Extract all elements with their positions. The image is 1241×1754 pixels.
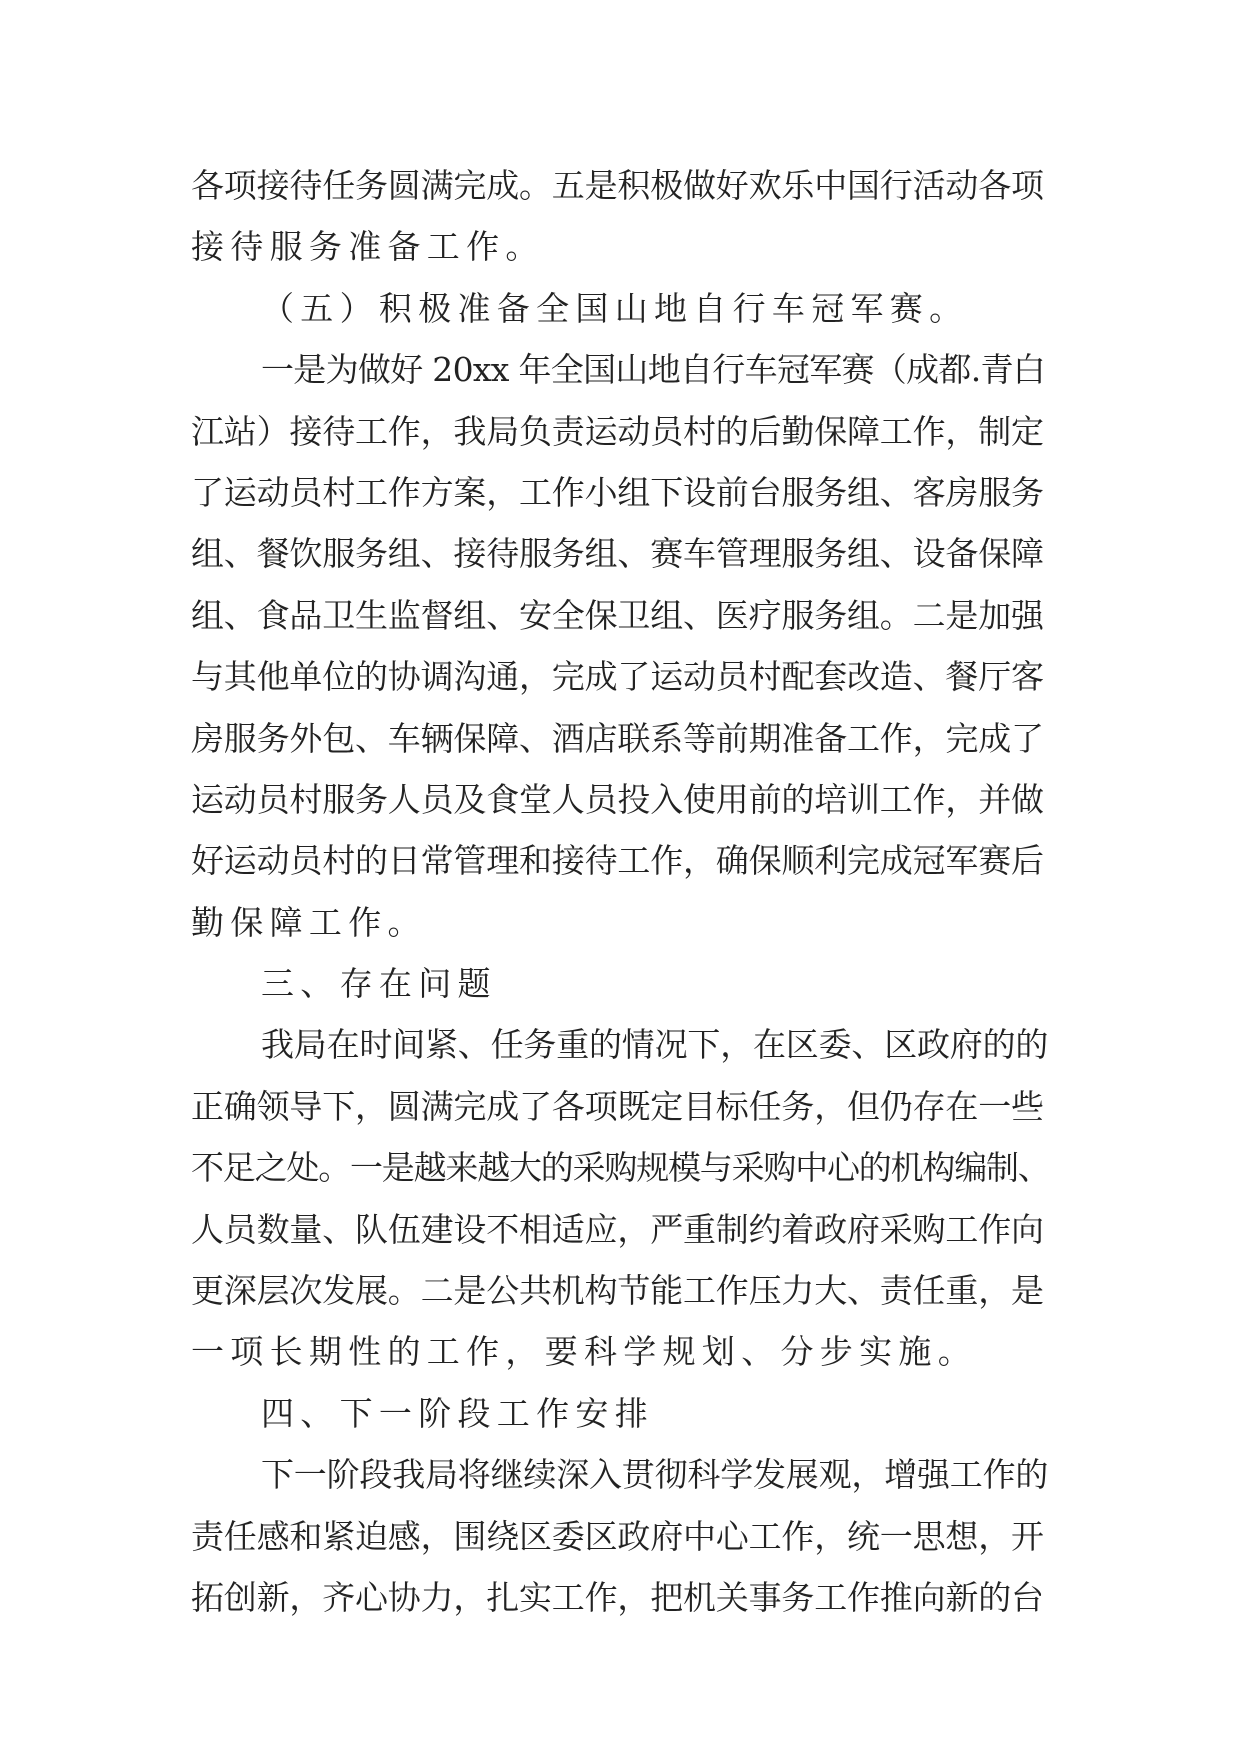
text-line: 与其他单位的协调沟通，完成了运动员村配套改造、餐厅客 <box>191 657 1044 697</box>
document-body <box>191 155 1051 1628</box>
text-line: 不足之处。一是越来越大的采购规模与采购中心的机构编制、 <box>191 1148 1050 1188</box>
text-line: 勤保障工作。 <box>191 902 427 942</box>
text-line: 组、食品卫生监督组、安全保卫组、医疗服务组。二是加强 <box>191 595 1044 635</box>
text-line: 拓创新，齐心协力，扎实工作，把机关事务工作推向新的台 <box>191 1577 1044 1617</box>
text-line: 人员数量、队伍建设不相适应，严重制约着政府采购工作向 <box>191 1209 1044 1249</box>
text-line: 正确领导下，圆满完成了各项既定目标任务，但仍存在一些 <box>191 1086 1044 1126</box>
text-line: 责任感和紧迫感，围绕区委区政府中心工作，统一思想，开 <box>191 1516 1044 1556</box>
text-line: 我局在时间紧、任务重的情况下，在区委、区政府的的 <box>261 1025 1049 1065</box>
section-heading: 三、存在问题 <box>261 964 497 1004</box>
text-line: 下一阶段我局将继续深入贯彻科学发展观，增强工作的 <box>261 1455 1049 1495</box>
text-line: 接待服务准备工作。 <box>191 227 545 267</box>
text-line: 各项接待任务圆满完成。五是积极做好欢乐中国行活动各项 <box>191 166 1044 205</box>
text-line: 房服务外包、车辆保障、酒店联系等前期准备工作，完成了 <box>191 718 1044 758</box>
text-line: 江站）接待工作，我局负责运动员村的后勤保障工作，制定 <box>191 411 1044 451</box>
section-heading: （五）积极准备全国山地自行车冠军赛。 <box>261 288 969 328</box>
text-line: 更深层次发展。二是公共机构节能工作压力大、责任重，是 <box>191 1271 1044 1311</box>
text-line: 了运动员村工作方案，工作小组下设前台服务组、客房服务 <box>191 472 1044 512</box>
section-heading: 四、下一阶段工作安排 <box>261 1393 654 1433</box>
text-line: 好运动员村的日常管理和接待工作，确保顺利完成冠军赛后 <box>191 841 1044 881</box>
text-line: 一是为做好 20xx 年全国山地自行车冠军赛（成都.青白 <box>261 350 1046 390</box>
text-line: 一项长期性的工作，要科学规划、分步实施。 <box>191 1332 977 1372</box>
text-line: 组、餐饮服务组、接待服务组、赛车管理服务组、设备保障 <box>191 534 1044 574</box>
text-line: 运动员村服务人员及食堂人员投入使用前的培训工作，并做 <box>191 779 1044 819</box>
